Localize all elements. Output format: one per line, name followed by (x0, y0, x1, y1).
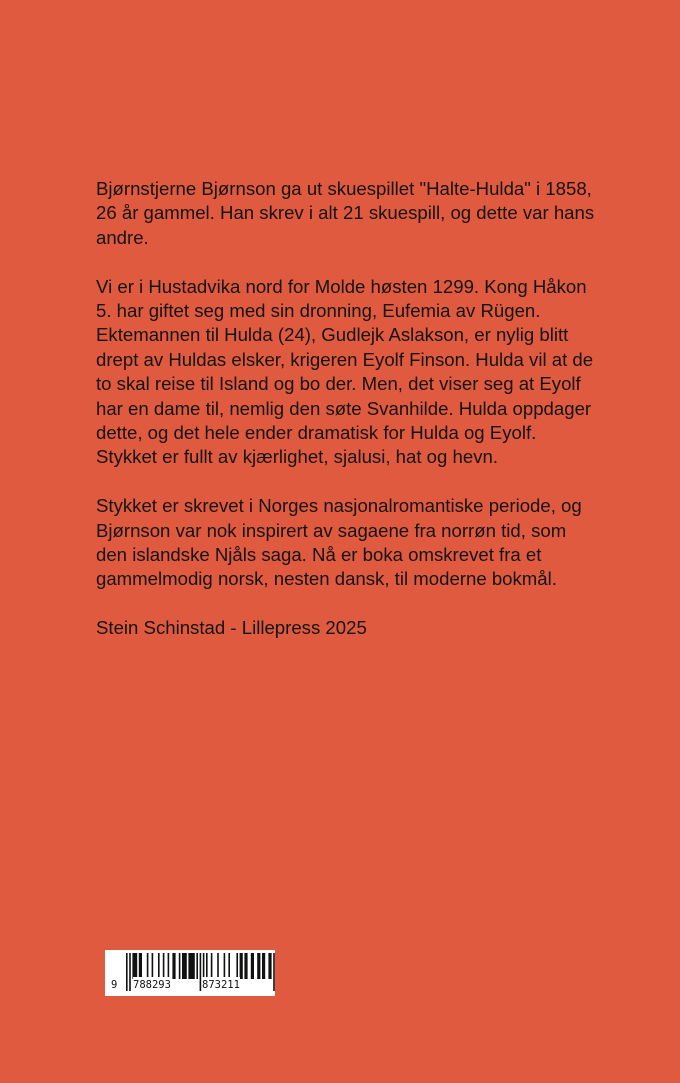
barcode-bar (240, 953, 243, 979)
barcode-bar (147, 953, 149, 979)
barcode-left-digits: 788293 (133, 979, 171, 991)
blurb-text (96, 177, 596, 665)
barcode-bar (224, 953, 226, 979)
barcode-bar (158, 953, 160, 979)
barcode-bar (236, 953, 238, 979)
publisher-credit: Stein Schinstad - Lillepress 2025 (96, 617, 367, 639)
barcode-bar (168, 953, 170, 979)
barcode-bar (244, 953, 247, 979)
barcode-bar (228, 953, 230, 979)
blurb-paragraph-2: Vi er i Hustadvika nord for Molde høsten 1299. Kong Håkon 5. har giftet seg med sin dronning, Eufemia av Rügen. Ektemannen til Hulda (24), Gudlejk Aslakson, er nylig blitt drept av Huldas elsker, krigeren Eyolf Finson. Hulda vil at de to skal reise til Island og bo der. Men, det viser seg at Eyolf har en dame til, nemlig den søte Svanhilde. Hulda oppdager dette, og det hele ender dramatisk for Hulda og Eyolf. Stykket er fullt av kjærlighet, sjalusi, hat og hevn. (96, 275, 594, 468)
barcode-bar (268, 953, 271, 979)
blurb-paragraph-3: Stykket er skrevet i Norges nasjonalromantiske periode, og Bjørnson var nok inspirert av sagaene fra norrøn tid, som den islandske Njåls saga. Nå er boka omskrevet fra et gammelmodig norsk, nesten dansk, til moderne bokmål. (96, 495, 582, 590)
isbn-barcode (105, 950, 275, 996)
barcode-lead-digit: 9 (111, 979, 118, 991)
barcode-bar (262, 953, 265, 979)
barcode-bar (188, 953, 194, 979)
barcode-bar (182, 953, 187, 979)
barcode-digits (105, 977, 275, 993)
barcode-bar (132, 953, 137, 979)
barcode-bar (152, 953, 154, 979)
barcode-right-digits: 873211 (202, 979, 240, 991)
barcode-bar (163, 953, 165, 979)
barcode-bar (217, 953, 219, 979)
barcode-bar (206, 953, 208, 979)
barcode-bar (179, 953, 181, 979)
barcode-bar (172, 953, 175, 979)
barcode-bar (257, 953, 260, 979)
barcode-bar (251, 953, 254, 979)
barcode-bar (196, 953, 198, 979)
barcode-bar (139, 953, 142, 979)
barcode-bar (211, 953, 213, 979)
blurb-paragraph-1: Bjørnstjerne Bjørnson ga ut skuespillet "Halte-Hulda" i 1858, 26 år gammel. Han skrev i alt 21 skuespill, og dette var hans andre. (96, 178, 595, 248)
